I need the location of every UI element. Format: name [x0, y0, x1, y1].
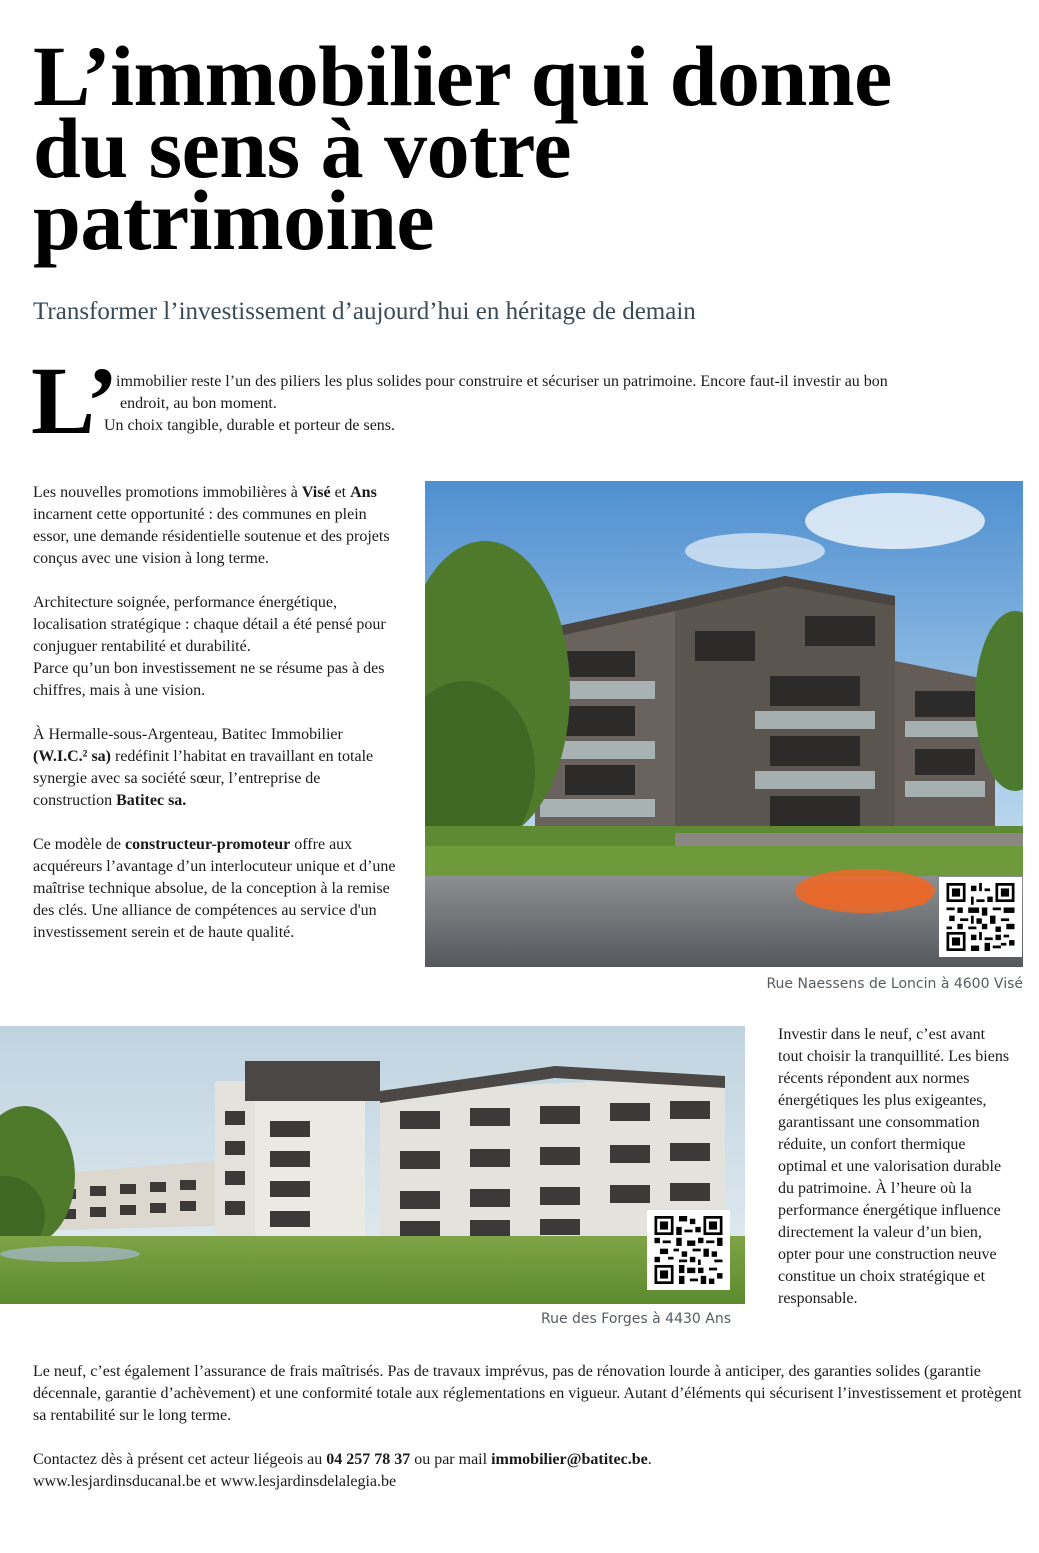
text-run: Ce modèle de — [33, 836, 125, 853]
text-run: et — [330, 484, 351, 501]
contact-line — [33, 1449, 1023, 1471]
photo-ans-building — [0, 1026, 745, 1304]
text-run: Contactez dès à présent cet acteur liégeois au — [33, 1451, 327, 1468]
intro-line-3: Un choix tangible, durable et porteur de sens. — [104, 417, 396, 434]
text-run: redéfinit l’habitat en travaillant en totale synergie avec sa société sœur, l’entreprise de construction — [33, 748, 374, 809]
headline-line-2: du sens à votre — [33, 100, 572, 196]
building-illustration-ans — [0, 1026, 745, 1304]
footer — [33, 1361, 1023, 1493]
left-paragraph-3: Parce qu’un bon investissement ne se résume pas à des chiffres, mais à une vision. — [33, 660, 385, 699]
text-run: À Hermalle-sous-Argenteau, Batitec Immobilier — [33, 726, 343, 743]
text-run: incarnent cette opportunité : des communes en plein essor, une demande résidentielle soutenue et des projets conçus avec une vision à long terme. — [33, 506, 390, 567]
bold-batitec: Batitec sa. — [116, 792, 187, 809]
qr-code-icon — [945, 883, 1016, 951]
left-paragraph-4 — [33, 724, 401, 812]
right-paragraph-1: Investir dans le neuf, c’est avant tout choisir la tranquillité. Les biens récents répondent aux normes énergétiques les plus exigeantes, garantissant une consommation réduite, un confort thermique optimal et une valorisation durable du patrimoine. À l’heure où la performance énergétique influence directement la valeur d’un bien, opter pour une construction neuve constitue un choix stratégique et responsable. — [778, 1026, 1010, 1307]
websites-line — [33, 1471, 1023, 1493]
intro-line-2: endroit, au bon moment. — [120, 395, 277, 412]
right-column — [778, 1024, 1013, 1310]
left-paragraph-2: Architecture soignée, performance énergétique, localisation stratégique : chaque détail a été pensé pour conjuguer rentabilité et durabilité. — [33, 594, 386, 655]
building-illustration-vise — [425, 481, 1023, 967]
left-column — [33, 482, 401, 966]
left-paragraph-5 — [33, 834, 401, 944]
bold-vise: Visé — [301, 484, 331, 501]
qr-code-icon — [653, 1216, 724, 1284]
photo-vise-building — [425, 481, 1023, 967]
website-link-alegia[interactable]: www.lesjardinsdelalegia.be — [220, 1473, 397, 1490]
footer-paragraph-1: Le neuf, c’est également l’assurance de frais maîtrisés. Pas de travaux imprévus, pas de rénovation lourde à anticiper, des garanties solides (garantie décennale, garantie d’achèvement) et une conformité totale aux réglementations en vigueur. Autant d’éléments qui sécurisent l’investissement et protègent sa rentabilité sur le long terme. — [33, 1363, 1022, 1424]
email-link[interactable]: immobilier@batitec.be — [491, 1451, 648, 1468]
headline — [33, 28, 1023, 268]
bold-wic: (W.I.C.² sa) — [33, 748, 111, 765]
text-run: Les nouvelles promotions immobilières à — [33, 484, 302, 501]
phone-number[interactable]: 04 257 78 37 — [326, 1451, 411, 1468]
text-run: ou par mail — [410, 1451, 492, 1468]
text-run: et — [200, 1473, 221, 1490]
text-run: . — [647, 1451, 652, 1468]
headline-line-1: L’immobilier qui donne — [33, 28, 892, 124]
headline-line-3: patrimoine — [33, 172, 435, 268]
intro-line-1: immobilier reste l’un des piliers les plus solides pour construire et sécuriser un patrimoine. Encore faut-il investir au bon — [116, 373, 888, 390]
left-paragraph-1 — [33, 482, 401, 570]
caption-ans: Rue des Forges à 4430 Ans — [540, 1311, 731, 1327]
qr-code-vise[interactable] — [939, 877, 1022, 957]
qr-code-ans[interactable] — [647, 1210, 730, 1290]
text-run: offre aux acquéreurs l’avantage d’un interlocuteur unique et d’une maîtrise technique absolue, de la conception à la remise des clés. Une alliance de compétences au service d'un investissement serein et de haute qualité. — [33, 836, 396, 941]
bold-constructeur: constructeur-promoteur — [124, 836, 291, 853]
bold-ans: Ans — [350, 484, 377, 501]
caption-vise: Rue Naessens de Loncin à 4600 Visé — [766, 976, 1023, 992]
website-link-canal[interactable]: www.lesjardinsducanal.be — [33, 1473, 201, 1490]
subtitle: Transformer l’investissement d’aujourd’hui en héritage de demain — [33, 298, 696, 325]
drop-cap: L’ — [31, 347, 119, 454]
